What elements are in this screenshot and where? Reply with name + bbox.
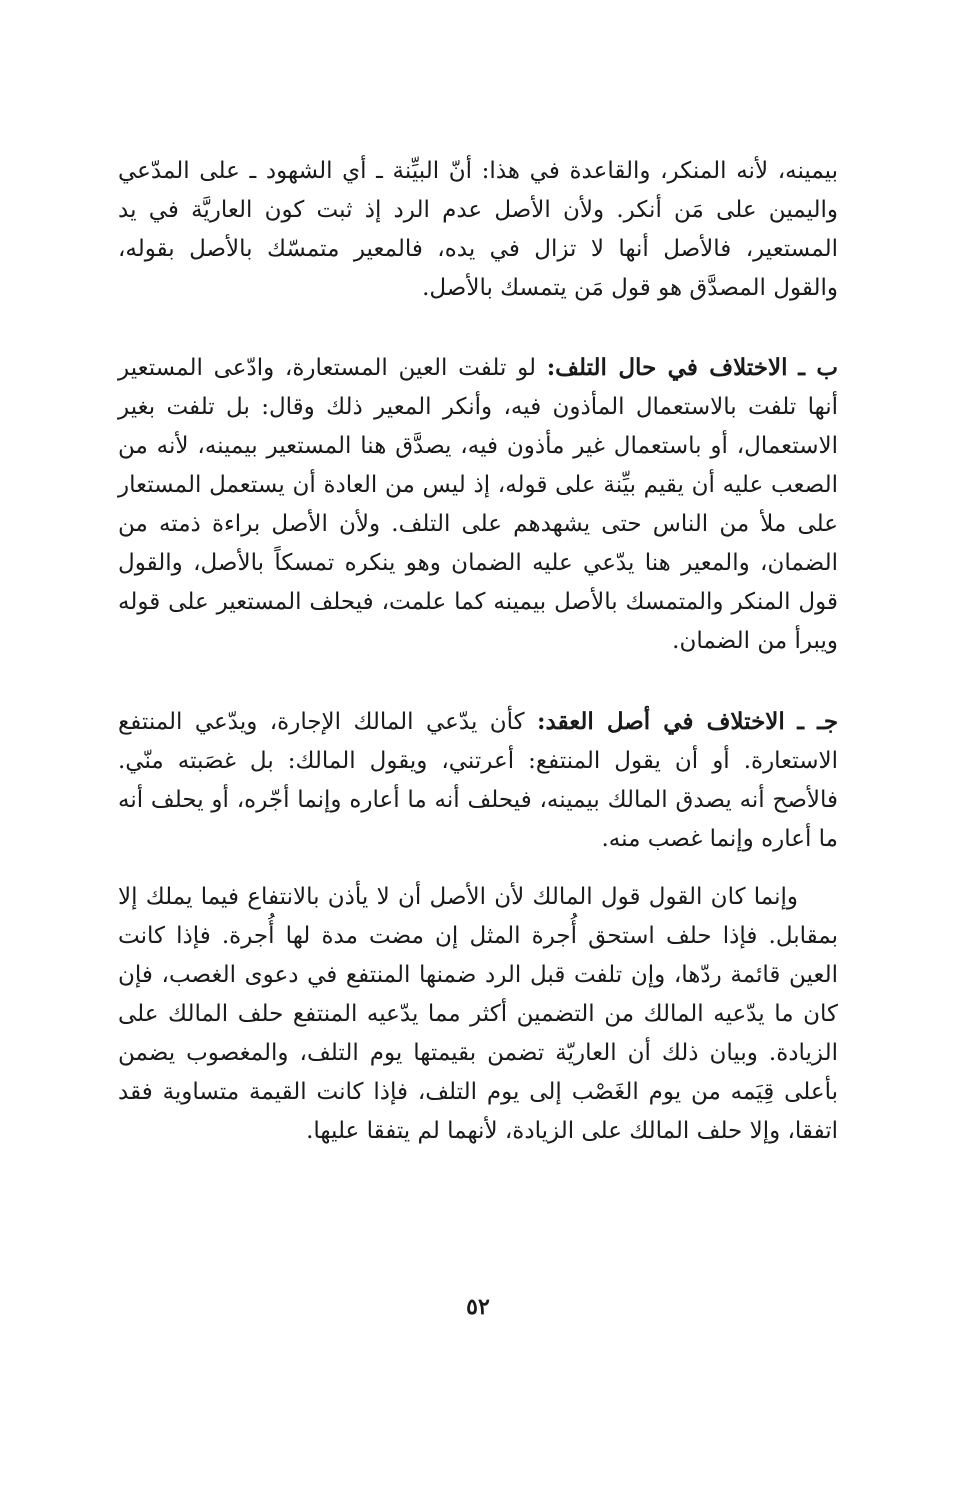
item-b-label: ب ـ: [798, 354, 839, 381]
paragraph-item-b: [118, 348, 838, 661]
item-c-heading: الاختلاف في أصل العقد:: [537, 708, 785, 735]
page-number: ٥٢: [466, 1294, 490, 1320]
paragraph-final: وإنما كان القول قول المالك لأن الأصل أن لا يأذن بالانتفاع فيما يملك إلا بمقابل. فإذا حلف استحق أُجرة المثل إن مضت مدة لها أُجرة. فإذا كانت العين قائمة ردّها، وإن تلفت قبل الرد ضمنها المنتفع في دعوى الغصب، فإن كان ما يدّعيه المالك من التضمين أكثر مما يدّعيه المنتفع حلف المالك على الزيادة. وبيان ذلك أن العاريّة تضمن بقيمتها يوم التلف، والمغصوب يضمن بأعلى قِيَمه من يوم الغَصْب إلى يوم التلف، فإذا كانت القيمة متساوية فقد اتفقا، وإلا حلف المالك على الزيادة، لأنهما لم يتفقا عليها.: [118, 884, 838, 1144]
item-b-heading: الاختلاف في حال التلف:: [546, 354, 788, 381]
item-c-label: جـ ـ: [797, 708, 839, 735]
paragraph-item-c: [118, 702, 838, 859]
paragraph-continuation: بيمينه، لأنه المنكر، والقاعدة في هذا: أنّ البيِّنة ـ أي الشهود ـ على المدّعي واليمين على مَن أنكر. ولأن الأصل عدم الرد إذ ثبت كون العاريَّة في يد المستعير، فالأصل أنها لا تزال في يده، فالمعير متمسّك بالأصل بقوله، والقول المصدَّق هو قول مَن يتمسك بالأصل.: [118, 158, 838, 301]
item-c-text: كأن يدّعي المالك الإجارة، ويدّعي المنتفع الاستعارة. أو أن يقول المنتفع: أعرتني، ويقول المالك: بل غصَبته منّي. فالأصح أنه يصدق المالك بيمينه، فيحلف أنه ما أعاره وإنما أجّره، أو يحلف أنه ما أعاره وإنما غصب منه.: [118, 709, 838, 852]
item-b-text: لو تلفت العين المستعارة، وادّعى المستعير أنها تلفت بالاستعمال المأذون فيه، وأنكر المعير ذلك وقال: بل تلفت بغير الاستعمال، أو باستعمال غير مأذون فيه، يصدَّق هنا المستعير بيمينه، لأنه من الصعب عليه أن يقيم بيِّنة على قوله، إذ ليس من العادة أن يستعمل المستعار على ملأ من الناس حتى يشهدهم على التلف. ولأن الأصل براءة ذمته من الضمان، والمعير هنا يدّعي عليه الضمان وهو ينكره تمسكاً بالأصل، والقول قول المنكر والمتمسك بالأصل بيمينه كما علمت، فيحلف المستعير على قوله ويبرأ من الضمان.: [118, 355, 838, 654]
